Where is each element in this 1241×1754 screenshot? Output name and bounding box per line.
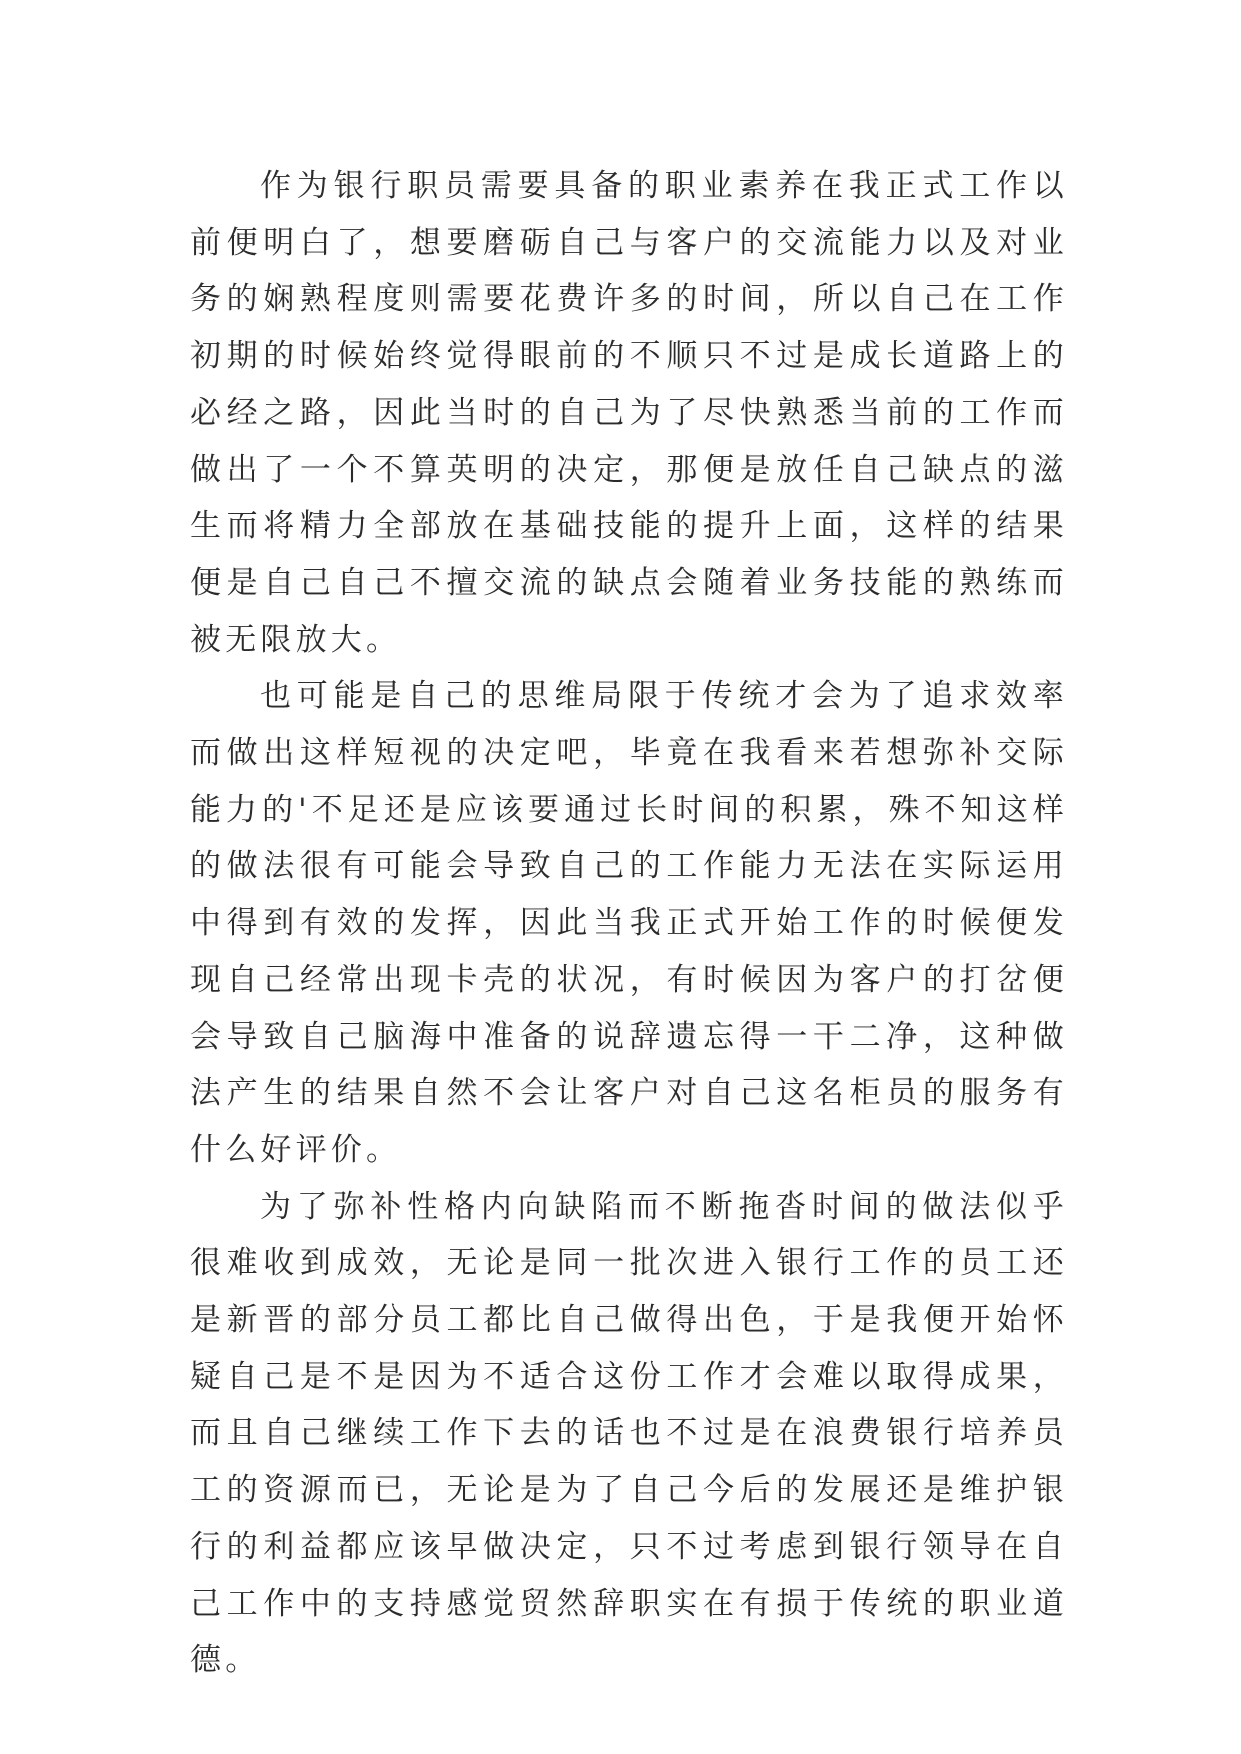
- paragraph-1: 作为银行职员需要具备的职业素养在我正式工作以前便明白了，想要磨砺自己与客户的交流能力以及对业务的娴熟程度则需要花费许多的时间，所以自己在工作初期的时候始终觉得眼前的不顺只不过是成长道路上的必经之路，因此当时的自己为了尽快熟悉当前的工作而做出了一个不算英明的决定，那便是放任自己缺点的滋生而将精力全部放在基础技能的提升上面，这样的结果便是自己自己不擅交流的缺点会随着业务技能的熟练而被无限放大。: [190, 168, 1068, 658]
- paragraph-2: 也可能是自己的思维局限于传统才会为了追求效率而做出这样短视的决定吧，毕竟在我看来若想弥补交际能力的'不足还是应该要通过长时间的积累，殊不知这样的做法很有可能会导致自己的工作能力无法在实际运用中得到有效的发挥，因此当我正式开始工作的时候便发现自己经常出现卡壳的状况，有时候因为客户的打岔便会导致自己脑海中准备的说辞遗忘得一干二净，这种做法产生的结果自然不会让客户对自己这名柜员的服务有什么好评价。: [190, 678, 1068, 1168]
- paragraph-3: 为了弥补性格内向缺陷而不断拖沓时间的做法似乎很难收到成效，无论是同一批次进入银行工作的员工还是新晋的部分员工都比自己做得出色，于是我便开始怀疑自己是不是因为不适合这份工作才会难以取得成果，而且自己继续工作下去的话也不过是在浪费银行培养员工的资源而已，无论是为了自己今后的发展还是维护银行的利益都应该早做决定，只不过考虑到银行领导在自己工作中的支持感觉贸然辞职实在有损于传统的职业道德。: [190, 1188, 1068, 1679]
- document-body: [190, 158, 1068, 1689]
